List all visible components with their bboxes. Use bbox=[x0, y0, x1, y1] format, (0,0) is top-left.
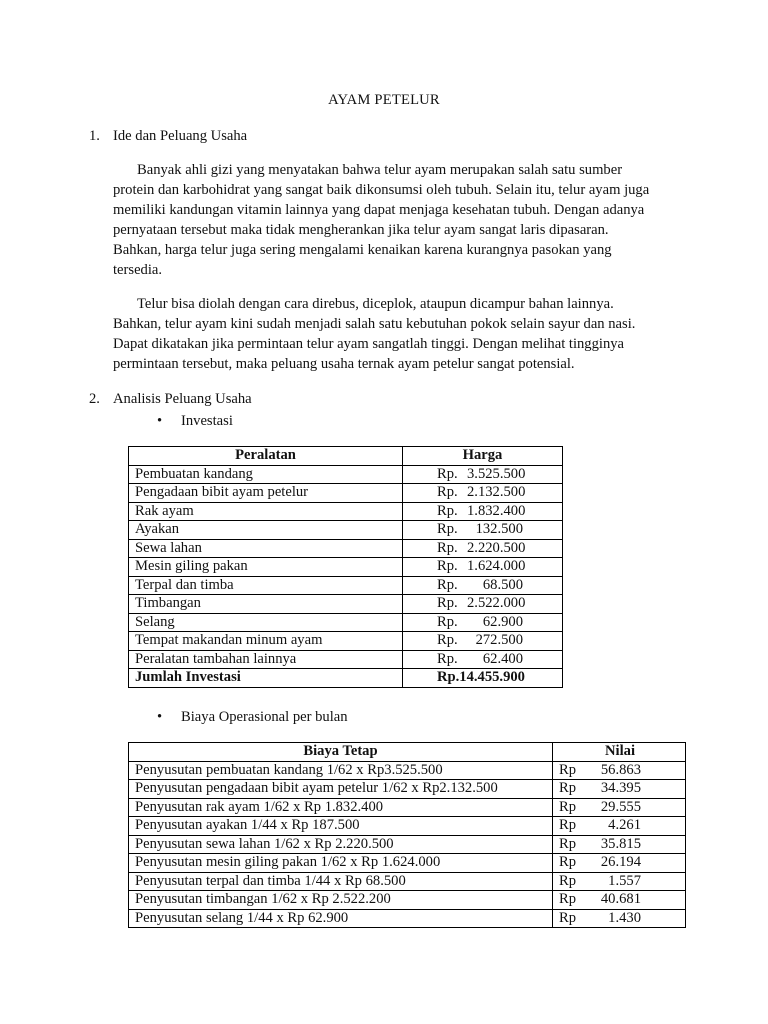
currency-label: Rp. bbox=[437, 484, 458, 501]
cell-peralatan: Selang bbox=[129, 613, 403, 632]
table-row bbox=[129, 650, 563, 669]
table-row bbox=[129, 817, 686, 836]
cell-biaya-tetap: Penyusutan terpal dan timba 1/44 x Rp 68.500 bbox=[129, 872, 553, 891]
cell-harga bbox=[403, 521, 563, 540]
table-row bbox=[129, 613, 563, 632]
cell-peralatan: Ayakan bbox=[129, 521, 403, 540]
cell-biaya-tetap: Penyusutan selang 1/44 x Rp 62.900 bbox=[129, 909, 553, 928]
cell-biaya-tetap: Penyusutan timbangan 1/62 x Rp 2.522.200 bbox=[129, 891, 553, 910]
cell-biaya-tetap: Penyusutan pengadaan bibit ayam petelur 1/62 x Rp2.132.500 bbox=[129, 780, 553, 799]
cell-nilai: 40.681 bbox=[593, 891, 686, 910]
cell-nilai: 34.395 bbox=[593, 780, 686, 799]
cell-currency: Rp bbox=[553, 798, 593, 817]
cell-currency: Rp bbox=[553, 817, 593, 836]
amount-value: 2.522.000 bbox=[467, 595, 526, 612]
cell-nilai: 56.863 bbox=[593, 761, 686, 780]
column-header-biaya-tetap: Biaya Tetap bbox=[129, 743, 553, 762]
cell-harga bbox=[403, 576, 563, 595]
cell-harga bbox=[403, 465, 563, 484]
table-row bbox=[129, 909, 686, 928]
cell-harga bbox=[403, 558, 563, 577]
currency-label: Rp. bbox=[437, 632, 458, 649]
bullet-investasi-label: Investasi bbox=[181, 413, 233, 429]
amount-value: 2.132.500 bbox=[467, 484, 526, 501]
cell-currency: Rp bbox=[553, 891, 593, 910]
cell-biaya-tetap: Penyusutan ayakan 1/44 x Rp 187.500 bbox=[129, 817, 553, 836]
section-1-heading bbox=[89, 128, 247, 145]
paragraph-2: Telur bisa diolah dengan cara direbus, diceplok, ataupun dicampur bahan lainnya. Bahkan, telur ayam kini sudah menjadi salah satu kebutuhan pokok selain sayur dan nasi. Dapat dikatakan jika permintaan telur ayam sangatlah tinggi. Dengan melihat tingginya permintaan tersebut, maka peluang usaha ternak ayam petelur sangat potensial. bbox=[113, 296, 636, 372]
currency-label: Rp. bbox=[437, 576, 458, 593]
cell-harga bbox=[403, 502, 563, 521]
total-value: Rp.14.455.900 bbox=[403, 669, 563, 688]
cell-nilai: 29.555 bbox=[593, 798, 686, 817]
cell-biaya-tetap: Penyusutan mesin giling pakan 1/62 x Rp 1.624.000 bbox=[129, 854, 553, 873]
table-row bbox=[129, 521, 563, 540]
table-row bbox=[129, 558, 563, 577]
table-row bbox=[129, 576, 563, 595]
table-header-row bbox=[129, 447, 563, 466]
currency-label: Rp. bbox=[437, 502, 458, 519]
bullet-dot: • bbox=[157, 413, 163, 429]
bullet-biaya-operasional bbox=[157, 709, 348, 726]
currency-label: Rp. bbox=[437, 650, 458, 667]
cell-harga bbox=[403, 613, 563, 632]
cell-biaya-tetap: Penyusutan sewa lahan 1/62 x Rp 2.220.500 bbox=[129, 835, 553, 854]
table-row bbox=[129, 595, 563, 614]
amount-value: 3.525.500 bbox=[467, 465, 526, 482]
investasi-table bbox=[128, 446, 563, 688]
cell-harga bbox=[403, 595, 563, 614]
amount-value: 1.624.000 bbox=[467, 558, 526, 575]
table-row bbox=[129, 854, 686, 873]
currency-label: Rp. bbox=[437, 558, 458, 575]
section-2-heading-text: Analisis Peluang Usaha bbox=[113, 391, 252, 407]
table-header-row bbox=[129, 743, 686, 762]
section-1-heading-text: Ide dan Peluang Usaha bbox=[113, 128, 248, 144]
currency-label: Rp. bbox=[437, 521, 458, 538]
amount-value: 62.400 bbox=[482, 650, 523, 667]
cell-biaya-tetap: Penyusutan pembuatan kandang 1/62 x Rp3.525.500 bbox=[129, 761, 553, 780]
cell-nilai: 1.430 bbox=[593, 909, 686, 928]
bullet-biaya-label: Biaya Operasional per bulan bbox=[181, 709, 348, 725]
total-label: Jumlah Investasi bbox=[129, 669, 403, 688]
cell-nilai: 4.261 bbox=[593, 817, 686, 836]
cell-nilai: 35.815 bbox=[593, 835, 686, 854]
cell-biaya-tetap: Penyusutan rak ayam 1/62 x Rp 1.832.400 bbox=[129, 798, 553, 817]
total-row bbox=[129, 669, 563, 688]
amount-value: 1.832.400 bbox=[467, 502, 526, 519]
currency-label: Rp. bbox=[437, 613, 458, 630]
paragraph-1: Banyak ahli gizi yang menyatakan bahwa telur ayam merupakan salah satu sumber protein dan karbohidrat yang sangat baik dikonsumsi oleh tubuh. Selain itu, telur ayam juga memiliki kandungan vitamin lainnya yang dapat menjaga kesehatan tubuh. Dengan adanya pernyataan tersebut maka tidak mengherankan jika telur ayam sangat laris dipasaran. Bahkan, harga telur juga sering mengalami kenaikan karena kurangnya pasokan yang tersedia. bbox=[113, 162, 650, 278]
cell-currency: Rp bbox=[553, 780, 593, 799]
currency-label: Rp. bbox=[437, 595, 458, 612]
table-row bbox=[129, 539, 563, 558]
section-2-number: 2. bbox=[89, 391, 100, 407]
cell-harga bbox=[403, 539, 563, 558]
column-header-nilai: Nilai bbox=[553, 743, 686, 762]
section-2-heading bbox=[89, 391, 252, 408]
table-row bbox=[129, 465, 563, 484]
currency-label: Rp. bbox=[437, 539, 458, 556]
document-title: AYAM PETELUR bbox=[328, 92, 440, 108]
cell-peralatan: Pembuatan kandang bbox=[129, 465, 403, 484]
table-row bbox=[129, 891, 686, 910]
bullet-dot: • bbox=[157, 709, 163, 725]
table-row bbox=[129, 835, 686, 854]
cell-nilai: 26.194 bbox=[593, 854, 686, 873]
cell-peralatan: Rak ayam bbox=[129, 502, 403, 521]
table-row bbox=[129, 502, 563, 521]
cell-currency: Rp bbox=[553, 854, 593, 873]
cell-peralatan: Tempat makandan minum ayam bbox=[129, 632, 403, 651]
cell-harga bbox=[403, 484, 563, 503]
cell-peralatan: Mesin giling pakan bbox=[129, 558, 403, 577]
table-row bbox=[129, 780, 686, 799]
amount-value: 2.220.500 bbox=[467, 539, 526, 556]
biaya-operasional-table bbox=[128, 742, 686, 928]
table-row bbox=[129, 484, 563, 503]
currency-label: Rp. bbox=[437, 465, 458, 482]
cell-peralatan: Peralatan tambahan lainnya bbox=[129, 650, 403, 669]
cell-peralatan: Sewa lahan bbox=[129, 539, 403, 558]
amount-value: 132.500 bbox=[475, 521, 523, 538]
cell-currency: Rp bbox=[553, 835, 593, 854]
table-row bbox=[129, 632, 563, 651]
cell-currency: Rp bbox=[553, 761, 593, 780]
column-header-peralatan: Peralatan bbox=[129, 447, 403, 466]
bullet-investasi bbox=[157, 413, 233, 430]
cell-peralatan: Pengadaan bibit ayam petelur bbox=[129, 484, 403, 503]
cell-peralatan: Terpal dan timba bbox=[129, 576, 403, 595]
column-header-harga: Harga bbox=[403, 447, 563, 466]
table-row bbox=[129, 872, 686, 891]
cell-peralatan: Timbangan bbox=[129, 595, 403, 614]
table-row bbox=[129, 798, 686, 817]
cell-nilai: 1.557 bbox=[593, 872, 686, 891]
section-1-number: 1. bbox=[89, 128, 100, 144]
cell-harga bbox=[403, 650, 563, 669]
amount-value: 62.900 bbox=[482, 613, 523, 630]
cell-currency: Rp bbox=[553, 909, 593, 928]
table-row bbox=[129, 761, 686, 780]
cell-harga bbox=[403, 632, 563, 651]
cell-currency: Rp bbox=[553, 872, 593, 891]
amount-value: 272.500 bbox=[475, 632, 523, 649]
amount-value: 68.500 bbox=[482, 576, 523, 593]
